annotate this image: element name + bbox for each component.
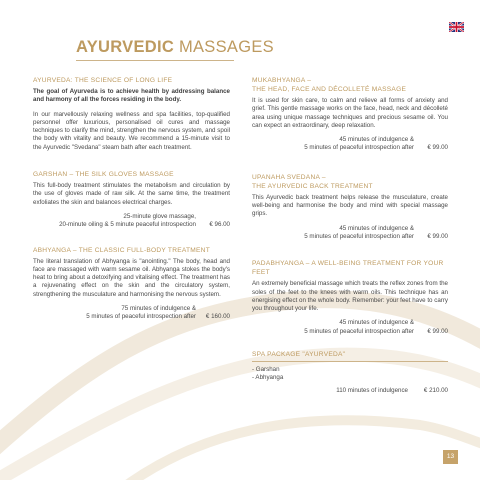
package-item: - Garshan [252,366,280,374]
price-block [33,305,230,322]
duration-line: 110 minutes of indulgence [336,386,408,394]
duration-line: 45 minutes of indulgence & [339,224,414,232]
right-column [252,76,448,395]
price: € 99.00 [427,232,448,240]
price-block [252,319,448,336]
section-heading: PADABHYANGA – A WELL-BEING TREATMENT FOR YOUR FEET [252,260,444,277]
price: € 99.00 [427,327,448,335]
left-column [33,76,230,322]
duration-line: 20-minute oiling & 5 minute peaceful introspection [59,221,196,229]
duration-line: 5 minutes of peaceful introspection after [304,232,414,240]
duration-line: 5 minutes of peaceful introspection after [86,313,196,321]
price: € 96.00 [209,221,230,229]
duration-line: 25-minute glove massage, [123,212,196,220]
price-block [252,225,448,242]
title-divider [76,60,234,61]
package-heading: SPA PACKAGE "AYURVEDA" [252,351,346,359]
page-number: 13 [443,450,458,464]
price-block [252,136,448,153]
section-heading: AYURVEDA: THE SCIENCE OF LONG LIFE [33,77,173,84]
section-heading: ABHYANGA – THE CLASSIC FULL-BODY TREATMENT [33,246,210,254]
price: € 210.00 [423,386,448,394]
price: € 160.00 [205,313,230,321]
duration-line: 45 minutes of indulgence & [339,319,414,327]
section-text: In our marvellously relaxing wellness and spa facilities, top-qualified personnel offer luxurious, personalised oil cures and massage techniques to clarify the mind, strengthen the nervous system, and spoil the body with vitality and beauty. We recommend a 15-minute visit to the Ayurvedic "Svedana" steam bath after each treatment. [33,110,230,151]
section-intro: The goal of Ayurveda is to achieve health by addressing balance and harmony of all the forces residing in the body. [33,88,230,104]
section-heading: MUKABHYANGA – THE HEAD, FACE AND DÉCOLLETÉ MASSAGE [252,77,407,93]
package-item: - Abhyanga [252,374,284,382]
uk-flag-icon[interactable] [449,22,464,32]
section-text: The literal translation of Abhyanga is "anointing." The body, head and face are massaged with warm sesame oil. Abhyanga stokes the body's heat to bring about a detoxifying and vitalising effect. The treatment has a rejuvenating effect on the skin and the circulatory system, strengthening the musculature and harmonising the nervous system. [33,257,230,298]
section-heading: GARSHAN – THE SILK GLOVES MASSAGE [33,171,174,179]
duration-line: 45 minutes of indulgence & [339,136,414,144]
section-text: This Ayurvedic back treatment helps release the musculature, create well-being and harmonise the body and mind with special massage grips. [252,193,448,218]
duration-line: 5 minutes of peaceful introspection after [304,327,414,335]
section-text: This full-body treatment stimulates the metabolism and circulation by the use of gloves made of raw silk. At the same time, the treatment exfoliates the skin and balances electrical charges. [33,182,230,206]
package-items [252,366,448,383]
package-divider [252,361,448,362]
price-block [33,213,230,230]
section-heading: UPANAHA SVEDANA – THE AYURVEDIC BACK TREATMENT [252,173,373,190]
section-text: It is used for skin care, to calm and relieve all forms of anxiety and grief. This gentle massage works on the face, head, neck and décolleté area using unique massage techniques and precious sesame oil. You can expect an extraordinary, deep relaxation. [252,97,448,129]
price: € 99.00 [427,144,448,152]
duration-line: 5 minutes of peaceful introspection after [304,144,414,152]
section-text: An extremely beneficial massage which treats the reflex zones from the soles of the feet to the knees with warm oils. This technique has an energising effect on the whole body. Remember: your feet have to carry you throughout your life. [252,280,448,313]
page-title: AYURVEDIC MASSAGES [76,38,274,56]
duration-line: 75 minutes of indulgence & [121,305,196,313]
price-block [252,387,448,395]
